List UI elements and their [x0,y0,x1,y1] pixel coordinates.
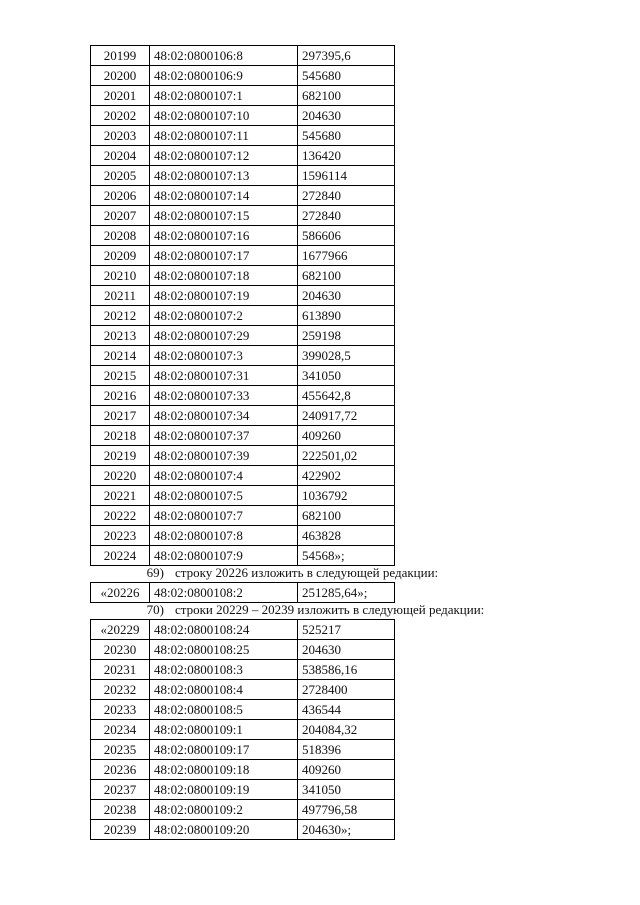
table-row [91,446,395,466]
cadastral-value-cell: 204630»; [298,820,395,840]
cadastral-number-cell: 48:02:0800107:31 [150,366,298,386]
cadastral-number-cell: 48:02:0800107:16 [150,226,298,246]
cadastral-number-cell: 48:02:0800109:2 [150,800,298,820]
cadastral-value-cell: 1677966 [298,246,395,266]
cadastral-value-cell: 586606 [298,226,395,246]
table-row [91,346,395,366]
instruction-text: строку 20226 изложить в следующей редакции: [175,565,439,580]
table-row [91,246,395,266]
cadastral-value-cell: 222501,02 [298,446,395,466]
cadastral-number-cell: 48:02:0800109:19 [150,780,298,800]
cadastral-number-cell: 48:02:0800107:4 [150,466,298,486]
table-row [91,506,395,526]
row-number-cell: 20223 [91,526,150,546]
instruction-index: 69) [146,565,164,580]
row-number-cell: 20224 [91,546,150,566]
table-row [91,46,395,66]
cadastral-number-cell: 48:02:0800107:33 [150,386,298,406]
cadastral-number-cell: 48:02:0800107:1 [150,86,298,106]
row-number-cell: 20238 [91,800,150,820]
cadastral-number-cell: 48:02:0800108:2 [150,583,298,603]
cadastral-number-cell: 48:02:0800107:7 [150,506,298,526]
row-number-cell: 20230 [91,640,150,660]
cadastral-number-cell: 48:02:0800108:5 [150,700,298,720]
row-number-cell: 20236 [91,760,150,780]
table-row [91,286,395,306]
table-row [91,326,395,346]
table-row [91,546,395,566]
cadastral-number-cell: 48:02:0800107:34 [150,406,298,426]
cadastral-value-cell: 538586,16 [298,660,395,680]
cadastral-number-cell: 48:02:0800108:4 [150,680,298,700]
cadastral-number-cell: 48:02:0800108:3 [150,660,298,680]
row-number-cell: 20217 [91,406,150,426]
row-number-cell: «20229 [91,620,150,640]
row-number-cell: 20199 [91,46,150,66]
cadastral-value-cell: 409260 [298,426,395,446]
cadastral-number-cell: 48:02:0800107:37 [150,426,298,446]
table-row [91,820,395,840]
cadastral-value-cell: 518396 [298,740,395,760]
cadastral-value-cell: 1036792 [298,486,395,506]
table-row [91,186,395,206]
cadastral-value-cell: 422902 [298,466,395,486]
table-row [91,146,395,166]
cadastral-number-cell: 48:02:0800107:39 [150,446,298,466]
instruction-index: 70) [146,602,164,617]
table-row [91,780,395,800]
table-row [91,366,395,386]
cadastral-value-cell: 341050 [298,366,395,386]
cadastral-value-cell: 525217 [298,620,395,640]
table-row [91,426,395,446]
row-number-cell: 20203 [91,126,150,146]
table-row [91,700,395,720]
table-row [91,386,395,406]
row-number-cell: 20222 [91,506,150,526]
row-number-cell: 20219 [91,446,150,466]
cadastral-value-cell: 497796,58 [298,800,395,820]
cadastral-number-cell: 48:02:0800106:8 [150,46,298,66]
table-row [91,266,395,286]
row-number-cell: 20212 [91,306,150,326]
cadastral-value-cell: 1596114 [298,166,395,186]
cadastral-number-cell: 48:02:0800107:19 [150,286,298,306]
table-row [91,306,395,326]
cadastral-value-cell: 436544 [298,700,395,720]
cadastral-number-cell: 48:02:0800106:9 [150,66,298,86]
amendment-instruction-70 [140,602,484,618]
cadastral-number-cell: 48:02:0800109:20 [150,820,298,840]
cadastral-value-cell: 297395,6 [298,46,395,66]
cadastral-number-cell: 48:02:0800108:25 [150,640,298,660]
cadastral-number-cell: 48:02:0800107:5 [150,486,298,506]
cadastral-number-cell: 48:02:0800107:10 [150,106,298,126]
cadastral-value-cell: 341050 [298,780,395,800]
cadastral-number-cell: 48:02:0800107:2 [150,306,298,326]
row-number-cell: 20210 [91,266,150,286]
row-number-cell: 20235 [91,740,150,760]
table-row [91,66,395,86]
cadastral-number-cell: 48:02:0800107:15 [150,206,298,226]
cadastral-value-cell: 204630 [298,640,395,660]
table-row [91,660,395,680]
table-row [91,800,395,820]
cadastral-value-cell: 613890 [298,306,395,326]
cadastral-value-cell: 54568»; [298,546,395,566]
cadastral-value-cell: 251285,64»; [298,583,395,603]
row-number-cell: 20232 [91,680,150,700]
table-row [91,466,395,486]
cadastral-value-cell: 204630 [298,106,395,126]
row-number-cell: 20213 [91,326,150,346]
row-number-cell: 20201 [91,86,150,106]
table-row [91,526,395,546]
table-row [91,680,395,700]
row-number-cell: «20226 [91,583,150,603]
cadastral-value-cell: 259198 [298,326,395,346]
row-number-cell: 20221 [91,486,150,506]
table-row [91,226,395,246]
cadastral-value-table-2 [90,582,395,603]
row-number-cell: 20239 [91,820,150,840]
cadastral-number-cell: 48:02:0800107:3 [150,346,298,366]
table-row [91,126,395,146]
table-row [91,86,395,106]
cadastral-number-cell: 48:02:0800107:12 [150,146,298,166]
row-number-cell: 20209 [91,246,150,266]
cadastral-value-cell: 409260 [298,760,395,780]
cadastral-number-cell: 48:02:0800107:9 [150,546,298,566]
cadastral-value-table-1 [90,45,395,566]
cadastral-value-cell: 240917,72 [298,406,395,426]
cadastral-number-cell: 48:02:0800109:1 [150,720,298,740]
table-row [91,583,395,603]
row-number-cell: 20208 [91,226,150,246]
cadastral-value-cell: 272840 [298,186,395,206]
amendment-instruction-69 [140,565,438,581]
row-number-cell: 20231 [91,660,150,680]
row-number-cell: 20237 [91,780,150,800]
row-number-cell: 20233 [91,700,150,720]
row-number-cell: 20206 [91,186,150,206]
cadastral-value-cell: 455642,8 [298,386,395,406]
cadastral-value-cell: 399028,5 [298,346,395,366]
instruction-text: строки 20229 – 20239 изложить в следующей редакции: [175,602,485,617]
row-number-cell: 20202 [91,106,150,126]
cadastral-value-cell: 545680 [298,126,395,146]
cadastral-number-cell: 48:02:0800108:24 [150,620,298,640]
cadastral-number-cell: 48:02:0800107:17 [150,246,298,266]
cadastral-value-cell: 204084,32 [298,720,395,740]
row-number-cell: 20216 [91,386,150,406]
row-number-cell: 20211 [91,286,150,306]
cadastral-number-cell: 48:02:0800109:18 [150,760,298,780]
table-row [91,106,395,126]
table-row [91,486,395,506]
cadastral-value-cell: 545680 [298,66,395,86]
table-row [91,166,395,186]
table-row [91,760,395,780]
cadastral-number-cell: 48:02:0800109:17 [150,740,298,760]
table-row [91,406,395,426]
row-number-cell: 20205 [91,166,150,186]
row-number-cell: 20234 [91,720,150,740]
row-number-cell: 20215 [91,366,150,386]
table-row [91,206,395,226]
table-row [91,720,395,740]
cadastral-number-cell: 48:02:0800107:8 [150,526,298,546]
cadastral-value-cell: 463828 [298,526,395,546]
cadastral-number-cell: 48:02:0800107:18 [150,266,298,286]
row-number-cell: 20207 [91,206,150,226]
row-number-cell: 20220 [91,466,150,486]
row-number-cell: 20200 [91,66,150,86]
table-row [91,620,395,640]
cadastral-value-cell: 2728400 [298,680,395,700]
table-row [91,740,395,760]
cadastral-value-cell: 682100 [298,266,395,286]
cadastral-number-cell: 48:02:0800107:29 [150,326,298,346]
cadastral-value-table-3 [90,619,395,840]
cadastral-value-cell: 272840 [298,206,395,226]
row-number-cell: 20214 [91,346,150,366]
table-row [91,640,395,660]
row-number-cell: 20218 [91,426,150,446]
cadastral-number-cell: 48:02:0800107:11 [150,126,298,146]
row-number-cell: 20204 [91,146,150,166]
cadastral-value-cell: 136420 [298,146,395,166]
cadastral-value-cell: 682100 [298,506,395,526]
cadastral-number-cell: 48:02:0800107:14 [150,186,298,206]
cadastral-number-cell: 48:02:0800107:13 [150,166,298,186]
cadastral-value-cell: 204630 [298,286,395,306]
cadastral-value-cell: 682100 [298,86,395,106]
